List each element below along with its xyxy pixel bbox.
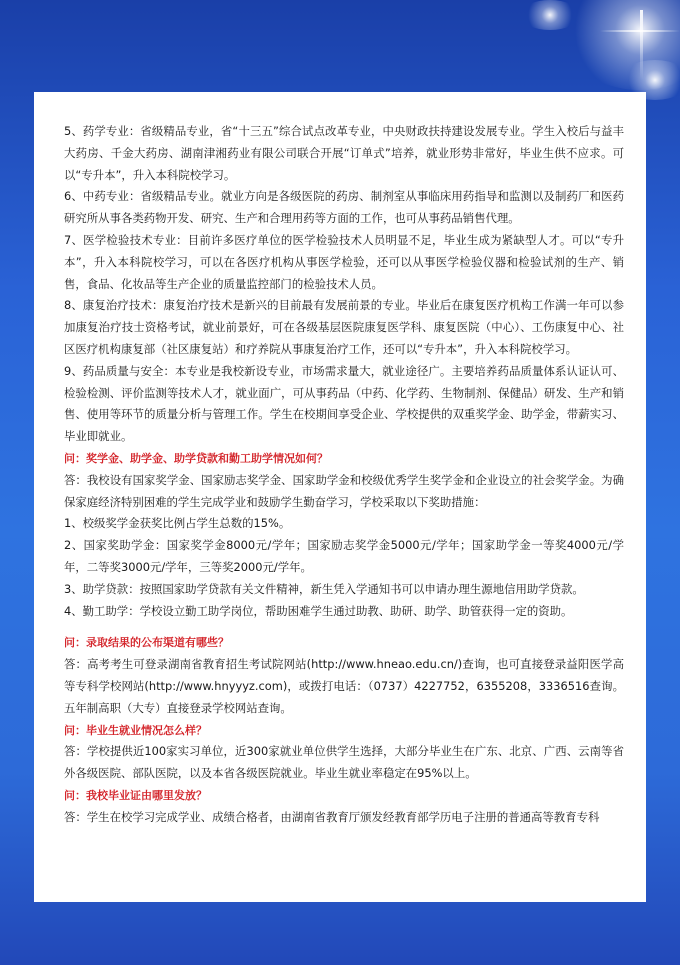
major-item: 9、药品质量与安全：本专业是我校新设专业，市场需求量大，就业途径广。主要培养药品质量体系认证认可、检验检测、评价监测等技术人才，就业面广，可从事药品（中药、化学药、生物制剂、保健品）研发、生产和销售、使用等环节的质量分析与管理工作。学生在校期间享受企业、学校提供的双重奖学金、助学金，带薪实习、毕业即就业。 bbox=[64, 363, 624, 444]
question-employment: 问：毕业生就业情况怎么样？ bbox=[64, 723, 207, 737]
answer-employment: 答：学校提供近100家实习单位，近300家就业单位供学生选择，大部分毕业生在广东、北京、广西、云南等省外各级医院、部队医院，以及本省各级医院就业。毕业生就业率稳定在95%以上。 bbox=[64, 744, 624, 781]
answer-diploma: 答：学生在校学习完成学业、成绩合格者，由湖南省教育厅颁发经教育部学历电子注册的普通高等教育专科 bbox=[64, 809, 600, 824]
light-ray-decoration bbox=[600, 30, 680, 32]
major-item: 8、康复治疗技术：康复治疗技术是新兴的目前最有发展前景的专业。毕业后在康复医疗机构工作满一年可以参加康复治疗技士资格考试，就业前景好，可在各级基层医院康复医学科、康复医院（中心）、工伤康复中心、社区医疗机构康复部（社区康复站）和疗养院从事康复治疗工作，还可以“专升本”，升入本科院校学习。 bbox=[64, 298, 624, 356]
answer-point: 3、助学贷款：按照国家助学贷款有关文件精神，新生凭入学通知书可以申请办理生源地信用助学贷款。 bbox=[64, 581, 584, 596]
major-item: 7、医学检验技术专业：目前许多医疗单位的医学检验技术人员明显不足，毕业生成为紧缺型人才。可以“专升本”，升入本科院校学习，可以在各医疗机构从事医学检验，还可以从事医学检验仪器和检验试剂的生产、销售，食品、化妆品等生产企业的质量监控部门的检验技术人员。 bbox=[64, 232, 624, 291]
question-scholarship: 问：奖学金、助学金、助学贷款和勤工助学情况如何？ bbox=[64, 451, 328, 465]
answer-point: 1、校级奖学金获奖比例占学生总数的15%。 bbox=[64, 516, 291, 531]
question-diploma: 问：我校毕业证由哪里发放？ bbox=[64, 788, 207, 802]
answer-point: 4、勤工助学：学校设立勤工助学岗位，帮助困难学生通过助教、助研、助学、助管获得一定的资助。 bbox=[64, 603, 573, 618]
answer-point: 2、国家奖助学金：国家奖学金8000元/学年；国家励志奖学金5000元/学年；国家助学金一等奖4000元/学年，二等奖3000元/学年，三等奖2000元/学年。 bbox=[64, 538, 624, 574]
sparkle-decoration bbox=[520, 0, 580, 30]
answer-scholarship: 答：我校设有国家奖学金、国家励志奖学金、国家助学金和校级优秀学生奖学金和企业设立的社会奖学金。为确保家庭经济特别困难的学生完成学业和鼓励学生勤奋学习，学校采取以下奖助措施： bbox=[64, 472, 624, 509]
document-body bbox=[64, 121, 624, 829]
major-item: 6、中药专业：省级精品专业。就业方向是各级医院的药房、制剂室从事临床用药指导和监测以及制药厂和医药研究所从事各类药物开发、研究、生产和合理用药等方面的工作，也可从事药品销售代理。 bbox=[64, 189, 624, 226]
spacer bbox=[64, 622, 624, 632]
light-ray-decoration bbox=[640, 10, 643, 80]
major-item: 5、药学专业：省级精品专业，省“十三五”综合试点改革专业，中央财政扶持建设发展专业。学生入校后与益丰大药房、千金大药房、湖南津湘药业有限公司联合开展“订单式”培养，就业形势非常好，毕业生供不应求。可以“专升本”，升入本科院校学习。 bbox=[64, 124, 624, 182]
question-admission-results: 问：录取结果的公布渠道有哪些？ bbox=[64, 636, 229, 650]
answer-admission-results: 答：高考考生可登录湖南省教育招生考试院网站(http://www.hneao.edu.cn/)查询，也可直接登录益阳医学高等专科学校网站(http://www.hnyyyz.com)，或拨打电话：（0737）4227752，6355208，3336516查询。五年制高职（大专）直接登录学校网站查询。 bbox=[64, 657, 624, 715]
